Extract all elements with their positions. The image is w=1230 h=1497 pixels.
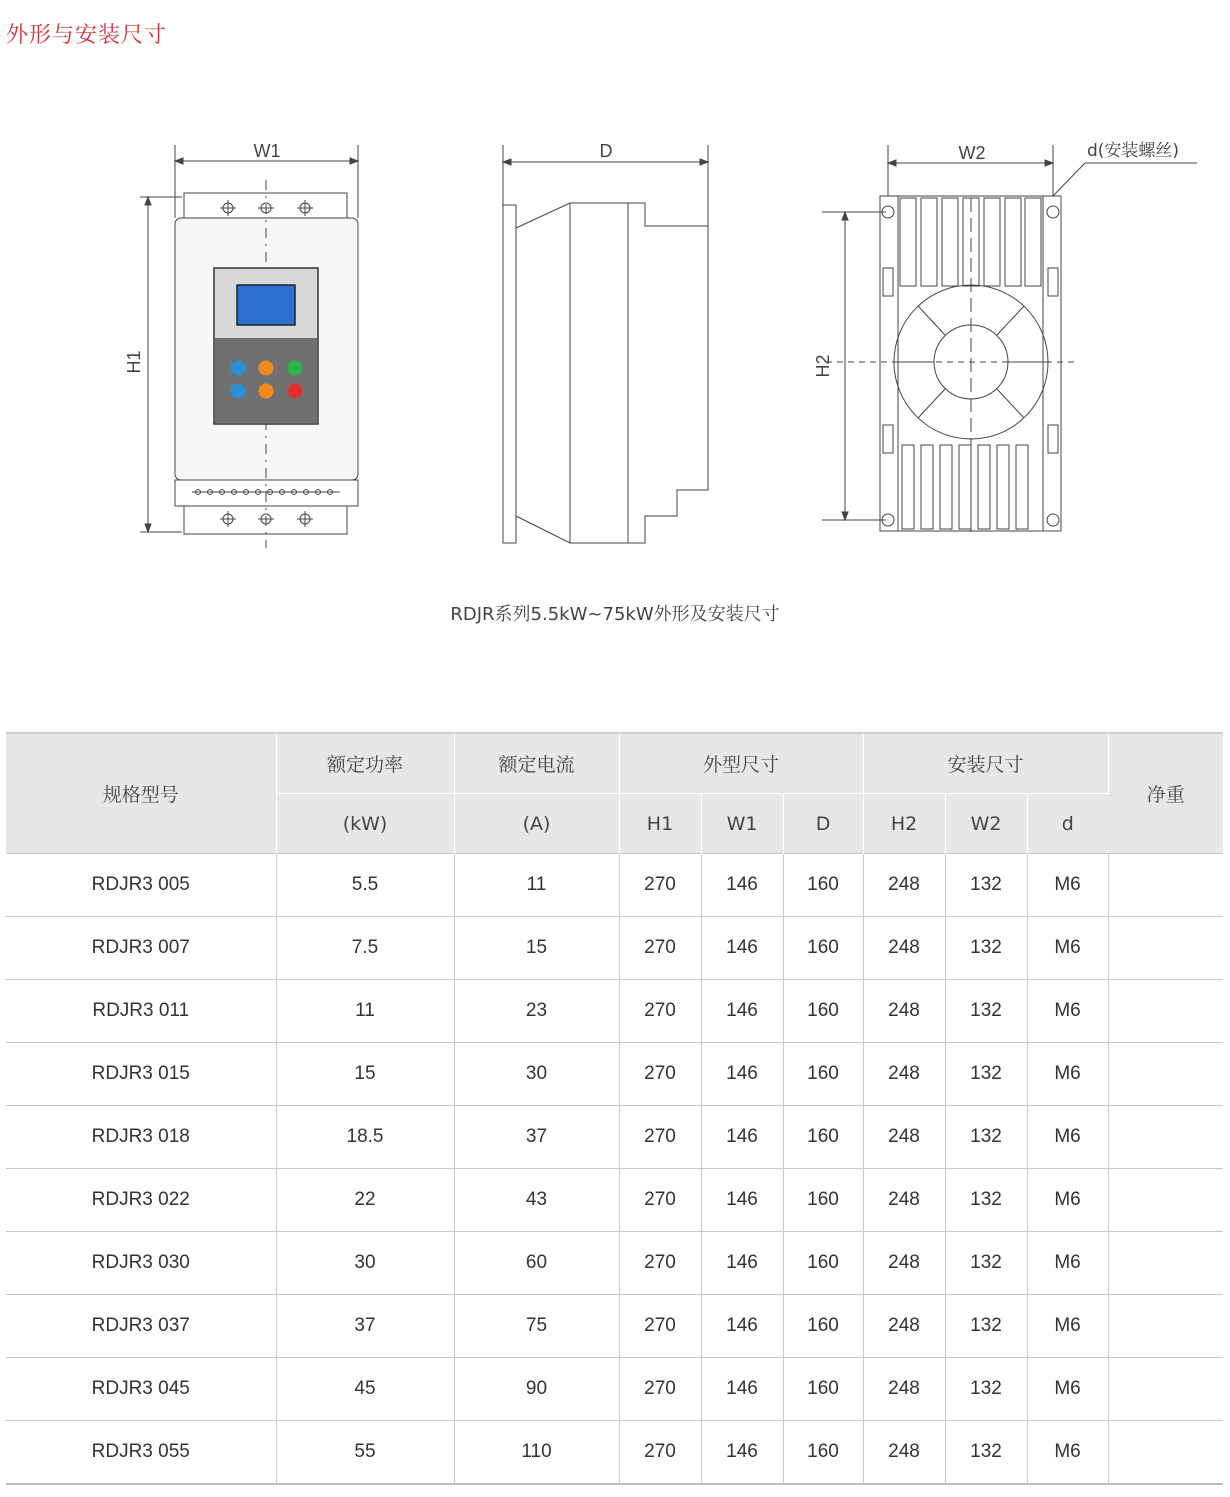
drawing-caption: RDJR系列5.5kW~75kW外形及安装尺寸 [450, 604, 780, 625]
cell-current: 75 [454, 1295, 619, 1358]
cell-w1: 146 [701, 1421, 783, 1485]
cell-w2: 132 [945, 1358, 1027, 1421]
cell-model: RDJR3 045 [6, 1358, 276, 1421]
table-row [6, 854, 1223, 917]
w1-label: W1 [253, 141, 281, 161]
cell-h2: 248 [863, 1421, 945, 1485]
cell-power: 5.5 [276, 854, 454, 917]
front-view [140, 145, 358, 548]
header-d-dim: D [783, 794, 863, 854]
header-current-unit: (A) [454, 794, 619, 854]
cell-w2: 132 [945, 1232, 1027, 1295]
cell-weight [1108, 980, 1223, 1043]
cell-weight [1108, 917, 1223, 980]
cell-w1: 146 [701, 980, 783, 1043]
cell-current: 15 [454, 917, 619, 980]
table-row [6, 1358, 1223, 1421]
cell-current: 43 [454, 1169, 619, 1232]
cell-current: 11 [454, 854, 619, 917]
cell-d: 160 [783, 1232, 863, 1295]
cell-h1: 270 [619, 1169, 701, 1232]
cell-w1: 146 [701, 1232, 783, 1295]
cell-power: 30 [276, 1232, 454, 1295]
cell-model: RDJR3 022 [6, 1169, 276, 1232]
cell-d: 160 [783, 980, 863, 1043]
cell-d: 160 [783, 1169, 863, 1232]
cell-w1: 146 [701, 854, 783, 917]
page-title: 外形与安装尺寸 [6, 23, 168, 48]
header-w2: W2 [945, 794, 1027, 854]
cell-h1: 270 [619, 1295, 701, 1358]
cell-w1: 146 [701, 917, 783, 980]
cell-current: 110 [454, 1421, 619, 1485]
cell-screw: M6 [1027, 1043, 1108, 1106]
cell-power: 7.5 [276, 917, 454, 980]
cell-h2: 248 [863, 917, 945, 980]
header-model: 规格型号 [6, 733, 276, 854]
cell-d: 160 [783, 1295, 863, 1358]
cell-h1: 270 [619, 1043, 701, 1106]
cell-weight [1108, 1358, 1223, 1421]
cell-screw: M6 [1027, 1295, 1108, 1358]
cell-screw: M6 [1027, 1421, 1108, 1485]
table-row [6, 1106, 1223, 1169]
cell-w2: 132 [945, 980, 1027, 1043]
cell-current: 37 [454, 1106, 619, 1169]
screw-label: d(安装螺丝) [1087, 141, 1180, 161]
cell-w2: 132 [945, 1106, 1027, 1169]
cell-h1: 270 [619, 1106, 701, 1169]
cell-d: 160 [783, 1421, 863, 1485]
cell-weight [1108, 1043, 1223, 1106]
cell-d: 160 [783, 1358, 863, 1421]
header-current: 额定电流 [454, 733, 619, 794]
header-h2: H2 [863, 794, 945, 854]
cell-weight [1108, 1232, 1223, 1295]
cell-d: 160 [783, 854, 863, 917]
cell-h1: 270 [619, 1232, 701, 1295]
cell-power: 22 [276, 1169, 454, 1232]
table-row [6, 917, 1223, 980]
cell-current: 30 [454, 1043, 619, 1106]
cell-weight [1108, 1106, 1223, 1169]
cell-h1: 270 [619, 917, 701, 980]
cell-power: 55 [276, 1421, 454, 1485]
cell-screw: M6 [1027, 980, 1108, 1043]
cell-d: 160 [783, 1106, 863, 1169]
cell-w2: 132 [945, 854, 1027, 917]
cell-h2: 248 [863, 854, 945, 917]
cell-h2: 248 [863, 1358, 945, 1421]
cell-model: RDJR3 005 [6, 854, 276, 917]
cell-h2: 248 [863, 1232, 945, 1295]
h1-label: H1 [124, 350, 144, 374]
cell-power: 11 [276, 980, 454, 1043]
cell-h1: 270 [619, 980, 701, 1043]
cell-w2: 132 [945, 1421, 1027, 1485]
table-row [6, 1295, 1223, 1358]
cell-weight [1108, 1295, 1223, 1358]
table-row [6, 1232, 1223, 1295]
cell-w2: 132 [945, 1169, 1027, 1232]
cell-screw: M6 [1027, 917, 1108, 980]
cell-current: 90 [454, 1358, 619, 1421]
dimension-drawings [0, 120, 1230, 590]
back-view [822, 145, 1197, 535]
cell-power: 18.5 [276, 1106, 454, 1169]
header-outline: 外型尺寸 [619, 733, 863, 794]
header-power-unit: (kW) [276, 794, 454, 854]
cell-model: RDJR3 007 [6, 917, 276, 980]
cell-screw: M6 [1027, 854, 1108, 917]
cell-w1: 146 [701, 1043, 783, 1106]
header-power: 额定功率 [276, 733, 454, 794]
cell-weight [1108, 854, 1223, 917]
table-row [6, 1169, 1223, 1232]
cell-power: 37 [276, 1295, 454, 1358]
cell-w2: 132 [945, 917, 1027, 980]
side-view [503, 145, 708, 543]
header-mounting: 安装尺寸 [863, 733, 1108, 794]
table-row [6, 980, 1223, 1043]
cell-w2: 132 [945, 1295, 1027, 1358]
header-weight: 净重 [1108, 733, 1223, 854]
cell-h2: 248 [863, 1043, 945, 1106]
cell-d: 160 [783, 917, 863, 980]
w2-label: W2 [958, 143, 986, 163]
cell-model: RDJR3 055 [6, 1421, 276, 1485]
cell-w1: 146 [701, 1295, 783, 1358]
cell-d: 160 [783, 1043, 863, 1106]
cell-power: 45 [276, 1358, 454, 1421]
cell-h2: 248 [863, 1295, 945, 1358]
cell-current: 23 [454, 980, 619, 1043]
header-h1: H1 [619, 794, 701, 854]
cell-model: RDJR3 037 [6, 1295, 276, 1358]
cell-model: RDJR3 030 [6, 1232, 276, 1295]
cell-weight [1108, 1169, 1223, 1232]
cell-model: RDJR3 015 [6, 1043, 276, 1106]
cell-h2: 248 [863, 1106, 945, 1169]
cell-screw: M6 [1027, 1232, 1108, 1295]
cell-w1: 146 [701, 1169, 783, 1232]
cell-screw: M6 [1027, 1358, 1108, 1421]
cell-current: 60 [454, 1232, 619, 1295]
cell-screw: M6 [1027, 1106, 1108, 1169]
spec-table [6, 732, 1223, 1485]
cell-w1: 146 [701, 1106, 783, 1169]
cell-power: 15 [276, 1043, 454, 1106]
cell-model: RDJR3 018 [6, 1106, 276, 1169]
table-row [6, 1043, 1223, 1106]
cell-h2: 248 [863, 980, 945, 1043]
cell-weight [1108, 1421, 1223, 1485]
d-label: D [599, 141, 613, 161]
cell-w2: 132 [945, 1043, 1027, 1106]
cell-h2: 248 [863, 1169, 945, 1232]
header-d-screw: d [1027, 794, 1108, 854]
cell-screw: M6 [1027, 1169, 1108, 1232]
h2-label: H2 [813, 354, 833, 378]
cell-w1: 146 [701, 1358, 783, 1421]
header-w1: W1 [701, 794, 783, 854]
header-row-1 [6, 733, 1223, 794]
cell-h1: 270 [619, 854, 701, 917]
cell-h1: 270 [619, 1421, 701, 1485]
cell-model: RDJR3 011 [6, 980, 276, 1043]
cell-h1: 270 [619, 1358, 701, 1421]
table-row [6, 1421, 1223, 1485]
